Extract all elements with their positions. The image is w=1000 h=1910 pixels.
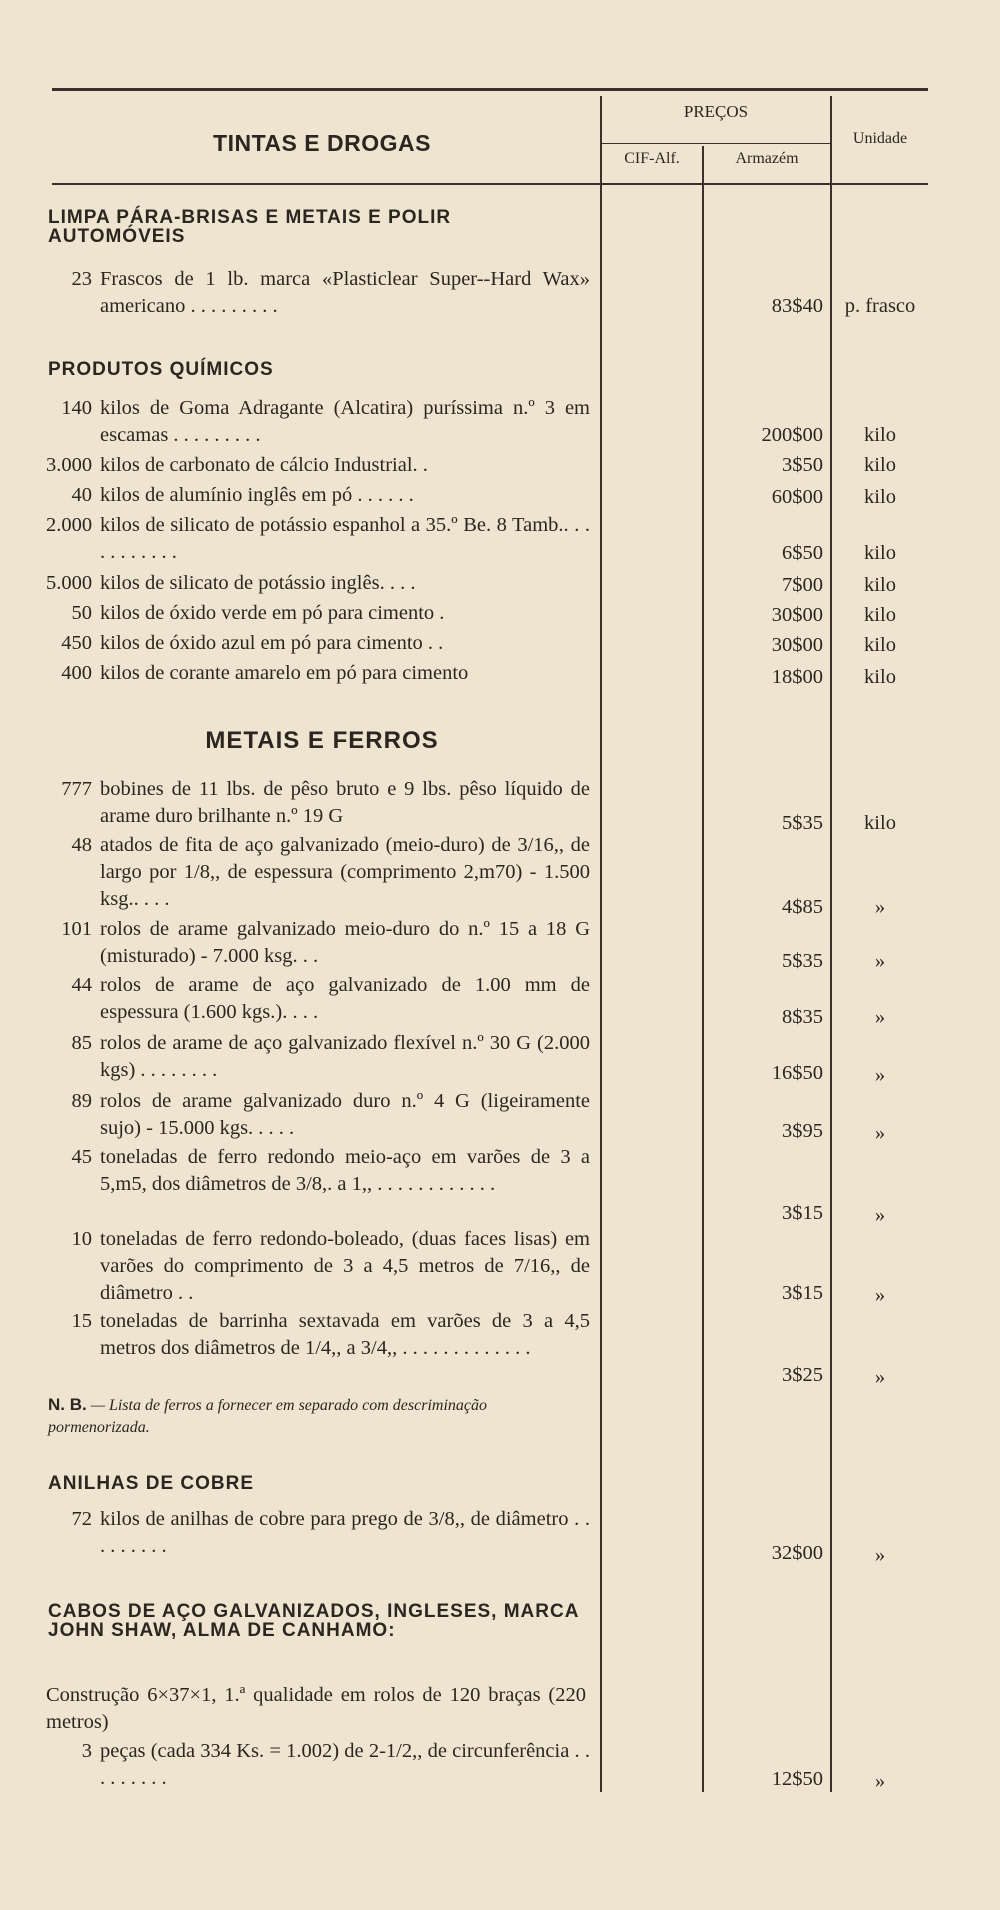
header-rule <box>52 183 928 185</box>
item-price: 18$00 <box>771 666 823 688</box>
section-anilhas: ANILHAS DE COBRE <box>48 1473 255 1494</box>
item-price: 6$50 <box>782 542 823 564</box>
item-price: 200$00 <box>761 424 823 446</box>
item-price: 30$00 <box>771 604 823 626</box>
item-price: 32$00 <box>771 1542 823 1564</box>
item-unit: kilo <box>864 542 896 564</box>
list-item: 140 kilos de Goma Adragante (Alcatira) puríssima n.º 3 em escamas . . . . . . . . . <box>61 397 590 446</box>
section-metais: METAIS E FERROS <box>205 727 439 754</box>
list-item: 72 kilos de anilhas de cobre para prego de 3/8,, de diâmetro . . . . . . . . . <box>71 1508 590 1557</box>
item-unit: » <box>874 896 886 918</box>
item-price: 3$15 <box>782 1202 823 1224</box>
list-item: 23 Frascos de 1 lb. marca «Plasticlear Super--Hard Wax» americano . . . . . . . . . <box>71 268 590 317</box>
item-price: 60$00 <box>771 486 823 508</box>
list-item: 50 kilos de óxido verde em pó para cimento . <box>71 602 445 624</box>
column-divider-armazem <box>830 96 832 1792</box>
item-price: 8$35 <box>782 1006 823 1028</box>
list-item: 450 kilos de óxido azul em pó para cimento . . <box>61 632 444 654</box>
item-unit: kilo <box>864 666 896 688</box>
item-unit: kilo <box>864 812 896 834</box>
item-unit: » <box>874 1064 886 1086</box>
list-item: 5.000 kilos de silicato de potássio inglês. . . . <box>46 572 416 594</box>
column-divider-desc <box>600 96 602 1792</box>
precos-header: PREÇOS <box>683 102 749 121</box>
item-unit: p. frasco <box>844 295 916 317</box>
item-price: 3$15 <box>782 1282 823 1304</box>
list-item: 101 rolos de arame galvanizado meio-duro do n.º 15 a 18 G (misturado) - 7.000 ksg. . . <box>61 918 590 967</box>
section-quimicos: PRODUTOS QUÍMICOS <box>48 359 274 380</box>
list-item: 45 toneladas de ferro redondo meio-aço em varões de 3 a 5,m5, dos diâmetros de 3/8,. a 1,, . . . . . . . . . . . . <box>71 1146 590 1195</box>
item-unit: » <box>874 1770 886 1792</box>
list-item: 48 atados de fita de aço galvanizado (meio-duro) de 3/16,, de largo por 1/8,, de espessura (comprimento 2,m70) - 1.500 ksg.. . . . <box>71 834 590 910</box>
item-price: 4$85 <box>782 896 823 918</box>
item-unit: » <box>874 1006 886 1028</box>
list-item: 3.000 kilos de carbonato de cálcio Industrial. . <box>46 454 428 476</box>
item-price: 12$50 <box>771 1768 823 1790</box>
item-price: 83$40 <box>771 295 823 317</box>
item-unit: » <box>874 1122 886 1144</box>
list-item: 85 rolos de arame de aço galvanizado flexível n.º 30 G (2.000 kgs) . . . . . . . . <box>71 1032 590 1081</box>
item-price: 3$25 <box>782 1364 823 1386</box>
item-unit: » <box>874 1366 886 1388</box>
list-item: 40 kilos de alumínio inglês em pó . . . . . . <box>71 484 414 506</box>
precos-subrule <box>602 143 830 144</box>
list-item: 10 toneladas de ferro redondo-boleado, (duas faces lisas) em varões do comprimento de 3 a 4,5 metros de 7/16,, de diâmetro . . <box>71 1228 590 1304</box>
footnote: N. B. — Lista de ferros a fornecer em separado com descriminação pormenorizada. <box>48 1395 487 1436</box>
item-price: 3$50 <box>782 454 823 476</box>
list-item: 15 toneladas de barrinha sextavada em varões de 3 a 4,5 metros dos diâmetros de 1/4,, a 3/4,, . . . . . . . . . . . . . <box>71 1310 590 1359</box>
item-price: 3$95 <box>782 1120 823 1142</box>
item-unit: » <box>874 1284 886 1306</box>
item-unit: » <box>874 950 886 972</box>
list-item: 2.000 kilos de silicato de potássio espanhol a 35.º Be. 8 Tamb.. . . . . . . . . . . <box>46 514 590 563</box>
item-unit: kilo <box>864 634 896 656</box>
list-item: 777 bobines de 11 lbs. de pêso bruto e 9 lbs. pêso líquido de arame duro brilhante n.º 19 G <box>61 778 590 827</box>
item-unit: kilo <box>864 604 896 626</box>
item-unit: kilo <box>864 574 896 596</box>
item-unit: kilo <box>864 424 896 446</box>
list-item: 3 peças (cada 334 Ks. = 1.002) de 2-1/2,, de circunferência . . . . . . . . . <box>81 1740 590 1789</box>
list-item: 89 rolos de arame galvanizado duro n.º 4 G (ligeiramente sujo) - 15.000 kgs. . . . . <box>71 1090 590 1139</box>
list-item: 400 kilos de corante amarelo em pó para cimento <box>61 662 469 684</box>
list-item: 44 rolos de arame de aço galvanizado de 1.00 mm de espessura (1.600 kgs.). . . . <box>71 974 590 1023</box>
section-cabos: CABOS DE AÇO GALVANIZADOS, INGLESES, MARCA JOHN SHAW, ALMA DE CANHAMO: <box>48 1601 579 1641</box>
item-unit: » <box>874 1544 886 1566</box>
unit-subrule <box>832 183 928 184</box>
section-limpa: LIMPA PÁRA-BRISAS E METAIS E POLIR AUTOMÓVEIS <box>48 207 452 247</box>
item-unit: kilo <box>864 486 896 508</box>
page-title: TINTAS E DROGAS <box>213 130 431 156</box>
item-price: 5$35 <box>782 950 823 972</box>
item-price: 7$00 <box>782 574 823 596</box>
item-price: 5$35 <box>782 812 823 834</box>
unidade-header: Unidade <box>852 130 908 147</box>
list-item: Construção 6×37×1, 1.ª qualidade em rolos de 120 braças (220 metros) <box>46 1684 586 1733</box>
armazem-header: Armazém <box>735 150 799 167</box>
item-price: 30$00 <box>771 634 823 656</box>
cif-header: CIF-Alf. <box>624 150 680 167</box>
item-unit: » <box>874 1204 886 1226</box>
item-price: 16$50 <box>771 1062 823 1084</box>
item-unit: kilo <box>864 454 896 476</box>
top-rule <box>52 88 928 91</box>
